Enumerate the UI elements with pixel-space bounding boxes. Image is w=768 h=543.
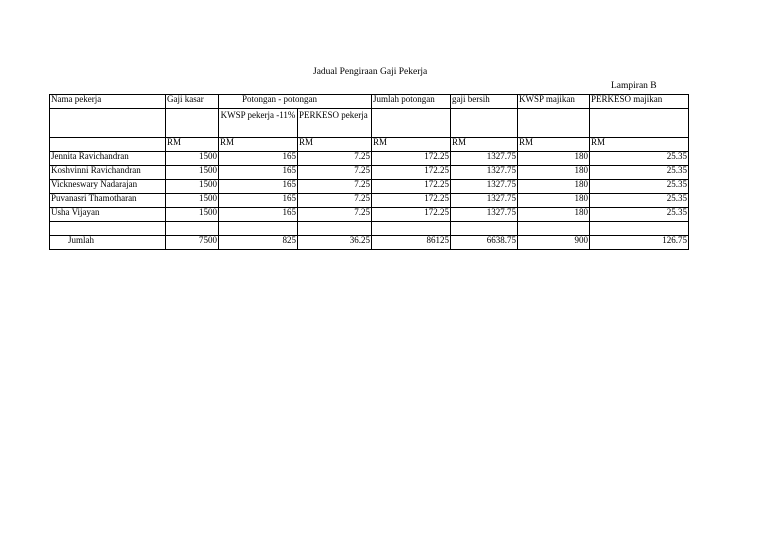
cell-kwsp-majikan[interactable]: 180 (518, 208, 590, 222)
cell-jumlah-potongan[interactable]: 172.25 (372, 166, 451, 180)
header-row-2 (50, 109, 689, 138)
table-row (50, 208, 689, 222)
cell-perkeso-majikan[interactable]: 25.35 (590, 166, 689, 180)
lampiran-label: Lampiran B (611, 81, 657, 91)
cell-kwsp-majikan[interactable]: 180 (518, 180, 590, 194)
cell-perkeso-pekerja[interactable]: 7.25 (298, 166, 372, 180)
table-row (50, 166, 689, 180)
header-kwsp-pekerja[interactable]: KWSP pekerja -11% (219, 109, 298, 138)
header-blank-cell[interactable] (166, 109, 219, 138)
cell-jumlah-potongan[interactable]: 172.25 (372, 180, 451, 194)
blank-cell[interactable] (451, 222, 518, 236)
cell-kwsp-pekerja[interactable]: 165 (219, 180, 298, 194)
cell-gaji-kasar[interactable]: 1500 (166, 180, 219, 194)
cell-jumlah-potongan[interactable]: 172.25 (372, 208, 451, 222)
header-gaji-bersih[interactable]: gaji bersih (451, 95, 518, 109)
cell-gaji-bersih[interactable]: 1327.75 (451, 208, 518, 222)
cell-gaji-kasar[interactable]: 1500 (166, 152, 219, 166)
cell-gaji-bersih[interactable]: 1327.75 (451, 194, 518, 208)
unit-cell[interactable]: RM (219, 138, 298, 152)
unit-cell[interactable]: RM (518, 138, 590, 152)
total-label[interactable]: Jumlah (50, 236, 166, 250)
cell-nama[interactable]: Jennita Ravichandran (50, 152, 166, 166)
cell-perkeso-pekerja[interactable]: 7.25 (298, 208, 372, 222)
cell-perkeso-majikan[interactable]: 25.35 (590, 152, 689, 166)
cell-nama[interactable]: Puvanasri Thamotharan (50, 194, 166, 208)
table-row (50, 152, 689, 166)
cell-perkeso-majikan[interactable]: 25.35 (590, 180, 689, 194)
cell-gaji-bersih[interactable]: 1327.75 (451, 180, 518, 194)
unit-cell[interactable]: RM (166, 138, 219, 152)
cell-kwsp-majikan[interactable]: 180 (518, 152, 590, 166)
cell-gaji-kasar[interactable]: 1500 (166, 166, 219, 180)
header-potongan[interactable] (219, 95, 372, 109)
blank-row (50, 222, 689, 236)
cell-perkeso-pekerja[interactable]: 7.25 (298, 180, 372, 194)
unit-cell[interactable]: RM (372, 138, 451, 152)
cell-gaji-bersih[interactable]: 1327.75 (451, 152, 518, 166)
header-row-1 (50, 95, 689, 109)
cell-gaji-kasar[interactable]: 1500 (166, 208, 219, 222)
header-perkeso-pekerja[interactable]: PERKESO pekerja (298, 109, 372, 138)
cell-gaji-bersih[interactable]: 1327.75 (451, 166, 518, 180)
total-gaji-bersih[interactable]: 6638.75 (451, 236, 518, 250)
units-row (50, 138, 689, 152)
header-nama[interactable]: Nama pekerja (50, 95, 166, 109)
header-blank-cell[interactable] (590, 109, 689, 138)
blank-cell[interactable] (372, 222, 451, 236)
cell-jumlah-potongan[interactable]: 172.25 (372, 152, 451, 166)
total-row (50, 236, 689, 250)
blank-cell[interactable] (219, 222, 298, 236)
blank-cell[interactable] (166, 222, 219, 236)
unit-cell[interactable]: RM (451, 138, 518, 152)
cell-kwsp-pekerja[interactable]: 165 (219, 208, 298, 222)
unit-cell[interactable]: RM (590, 138, 689, 152)
unit-cell[interactable]: RM (298, 138, 372, 152)
unit-blank-cell[interactable] (50, 138, 166, 152)
header-blank-cell[interactable] (518, 109, 590, 138)
total-perkeso-majikan[interactable]: 126.75 (590, 236, 689, 250)
cell-perkeso-pekerja[interactable]: 7.25 (298, 152, 372, 166)
header-jumlah-potongan[interactable]: Jumlah potongan (372, 95, 451, 109)
cell-kwsp-majikan[interactable]: 180 (518, 166, 590, 180)
blank-cell[interactable] (50, 222, 166, 236)
cell-kwsp-majikan[interactable]: 180 (518, 194, 590, 208)
cell-kwsp-pekerja[interactable]: 165 (219, 166, 298, 180)
total-kwsp-pekerja[interactable]: 825 (219, 236, 298, 250)
cell-perkeso-majikan[interactable]: 25.35 (590, 194, 689, 208)
header-potongan-label: Potongan - potongan (242, 94, 317, 104)
cell-perkeso-majikan[interactable]: 25.35 (590, 208, 689, 222)
table-row (50, 194, 689, 208)
header-kwsp-majikan[interactable]: KWSP majikan (518, 95, 590, 109)
salary-table (49, 94, 689, 250)
cell-jumlah-potongan[interactable]: 172.25 (372, 194, 451, 208)
cell-nama[interactable]: Koshvinni Ravichandran (50, 166, 166, 180)
cell-gaji-kasar[interactable]: 1500 (166, 194, 219, 208)
total-perkeso-pekerja[interactable]: 36.25 (298, 236, 372, 250)
header-blank-cell[interactable] (372, 109, 451, 138)
blank-cell[interactable] (298, 222, 372, 236)
total-jumlah-potongan[interactable]: 86125 (372, 236, 451, 250)
page-title: Jadual Pengiraan Gaji Pekerja (313, 67, 428, 77)
blank-cell[interactable] (590, 222, 689, 236)
cell-nama[interactable]: Usha Vijayan (50, 208, 166, 222)
header-gaji-kasar[interactable]: Gaji kasar (166, 95, 219, 109)
cell-nama[interactable]: Vickneswary Nadarajan (50, 180, 166, 194)
header-blank-cell[interactable] (50, 109, 166, 138)
cell-kwsp-pekerja[interactable]: 165 (219, 152, 298, 166)
total-kwsp-majikan[interactable]: 900 (518, 236, 590, 250)
total-gaji-kasar[interactable]: 7500 (166, 236, 219, 250)
cell-perkeso-pekerja[interactable]: 7.25 (298, 194, 372, 208)
header-perkeso-majikan[interactable]: PERKESO majikan (590, 95, 689, 109)
blank-cell[interactable] (518, 222, 590, 236)
cell-kwsp-pekerja[interactable]: 165 (219, 194, 298, 208)
header-blank-cell[interactable] (451, 109, 518, 138)
table-row (50, 180, 689, 194)
